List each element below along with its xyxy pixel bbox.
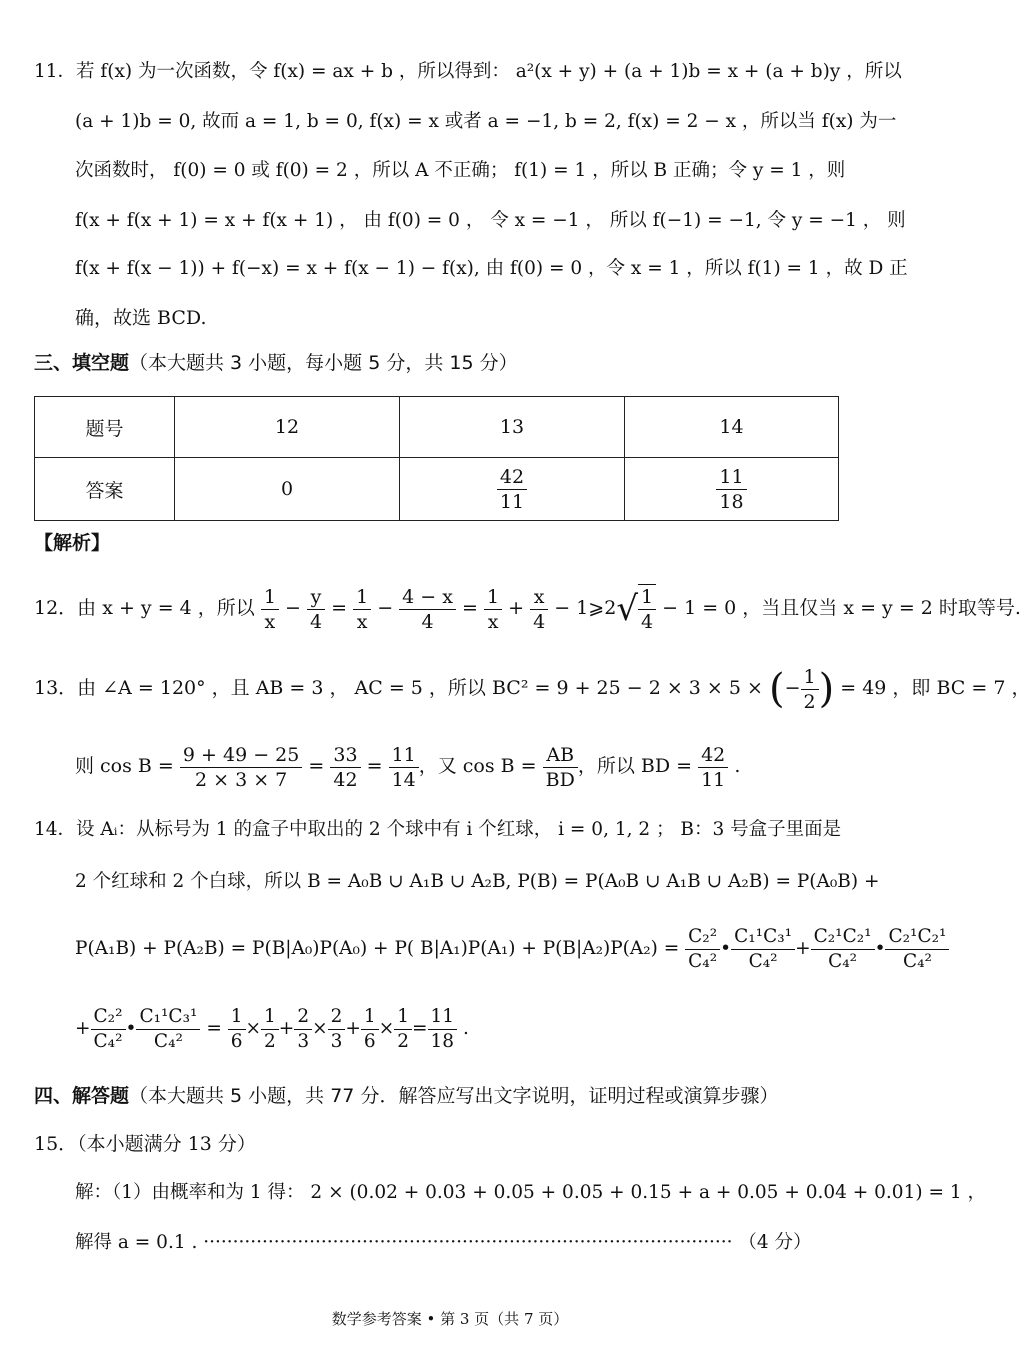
- p11-line-5: f(x + f(x − 1)) + f(−x) = x + f(x − 1) − f(x), 由 f(0) = 0 ，令 x = 1 ，所以 f(1) = 1 ，故 D 正: [75, 258, 908, 279]
- fraction: $\frac{1}{6}$: [361, 1005, 379, 1054]
- p15-line-1: 解：（1）由概率和为 1 得： 2 × (0.02 + 0.03 + 0.05 + 0.05 + 0.15 + a + 0.05 + 0.04 + 0.01) = 1 ，: [75, 1182, 986, 1203]
- fraction: $\frac{42}{11}$: [698, 743, 728, 792]
- p13-line-2: 则 cos B = $\frac{9 + 49 - 25}{2 \times 3 \times 7}$ = $\frac{33}{42}$ = $\frac{11}{14}$ ，又 cos B = $\frac{AB}{BD}$ ，所以 BD = $\frac{42}{11}$ .: [75, 743, 741, 791]
- fraction: $\frac{4 - x}{4}$: [399, 585, 456, 634]
- p11-line-1: 11．若 f(x) 为一次函数，令 f(x) = ax + b ，所以得到： a²(x + y) + (a + 1)b = x + (a + b)y ，所以: [34, 61, 902, 82]
- p13-line-1: 13．由 ∠A = 120° ，且 AB = 3 ， AC = 5 ，所以 BC² = 9 + 25 − 2 × 3 × 5 × (− $\frac{1}{2}$ ) = 49 ，即 BC = 7 ，: [34, 665, 1030, 713]
- p14-line-2: 2 个红球和 2 个白球，所以 B = A₀B ∪ A₁B ∪ A₂B, P(B) = P(A₀B ∪ A₁B ∪ A₂B) = P(A₀B) +: [75, 871, 880, 892]
- fraction: $\frac{\text{C₂¹C₂¹}}{\text{C₄²}}$: [885, 925, 949, 974]
- fraction: $\frac{1}{x}$: [353, 585, 371, 634]
- sqrt-sign: √: [616, 589, 638, 629]
- table-header-cell: 题号: [35, 397, 175, 458]
- answer-14: [625, 458, 839, 521]
- section-4-title: 四、解答题: [34, 1085, 130, 1107]
- table-header-cell: 12: [175, 397, 400, 458]
- fraction: $\frac{2}{3}$: [328, 1005, 346, 1054]
- table-header-cell: 13: [400, 397, 625, 458]
- fraction: $\frac{y}{4}$: [307, 585, 325, 634]
- fraction: $\frac{42}{11}$: [497, 465, 527, 514]
- p11-line-2: (a + 1)b = 0, 故而 a = 1, b = 0, f(x) = x 或者 a = −1, b = 2, f(x) = 2 − x ，所以当 f(x) 为一: [75, 111, 897, 132]
- answer-13: [400, 458, 625, 521]
- fraction: $\frac{1}{6}$: [228, 1005, 246, 1054]
- table-row: [35, 397, 839, 458]
- fraction: $\frac{33}{42}$: [330, 743, 360, 792]
- p15-line-2: 解得 a = 0.1 . ·························································································· （4 分）: [75, 1232, 812, 1253]
- section-4-heading: [34, 1083, 778, 1109]
- section-3-heading: [34, 350, 518, 376]
- p11-line-6: 确，故选 BCD.: [75, 307, 207, 329]
- fraction: $\frac{11}{18}$: [716, 465, 746, 514]
- p11-line-3: 次函数时， f(0) = 0 或 f(0) = 2 ，所以 A 不正确； f(1) = 1 ，所以 B 正确；令 y = 1 ，则: [75, 160, 846, 181]
- fraction: $\frac{9 + 49 - 25}{2 \times 3 \times 7}$: [180, 743, 302, 792]
- p14-line-1: 14．设 Aᵢ：从标号为 1 的盒子中取出的 2 个球中有 i 个红球， i = 0, 1, 2 ； B：3 号盒子里面是: [34, 819, 842, 840]
- table-row-label: 答案: [35, 458, 175, 521]
- fraction: $\frac{1}{2}$: [394, 1005, 412, 1054]
- fraction: $\frac{1}{2}$: [261, 1005, 279, 1054]
- analysis-label: 【解析】: [34, 532, 111, 554]
- fraction: $\frac{\text{C₂²}}{\text{C₄²}}$: [685, 925, 720, 974]
- fraction: $\frac{\text{C₂²}}{\text{C₄²}}$: [91, 1005, 126, 1054]
- fraction: $\frac{\text{C₁¹C₃¹}}{\text{C₄²}}$: [136, 1005, 200, 1054]
- fraction: $\frac{11}{18}$: [428, 1005, 458, 1054]
- p14-line-3: P(A₁B) + P(A₂B) = P(B|A₀)P(A₀) + P( B|A₁)P(A₁) + P(B|A₂)P(A₂) = $\frac{\text{C₂²}}{\text{C₄²}}$ • $\frac{\text{C₁¹C₃¹}}{\text{C₄²}}$ + $\frac{\text{C₂¹C₂¹}}{\text{C₄²}}$ • $\frac{\text{C₂¹C₂¹}}{\text{C₄²}}$: [75, 922, 949, 976]
- fraction: $\frac{\text{C₁¹C₃¹}}{\text{C₄²}}$: [731, 925, 795, 974]
- fraction: $\frac{11}{14}$: [389, 743, 419, 792]
- fraction: $\frac{AB}{BD}$: [543, 743, 578, 792]
- section-3-note: （本大题共 3 小题，每小题 5 分，共 15 分）: [129, 352, 518, 374]
- fraction: $\frac{1}{x}$: [261, 585, 279, 634]
- p15-title: 15．（本小题满分 13 分）: [34, 1133, 256, 1155]
- table-header-cell: 14: [625, 397, 839, 458]
- fraction: $\frac{1}{2}$: [801, 665, 819, 714]
- fraction: $\frac{1}{x}$: [484, 585, 502, 634]
- fraction: $\frac{1}{4}$: [638, 584, 656, 634]
- page-footer: 数学参考答案 • 第 3 页（共 7 页）: [331, 1310, 569, 1328]
- p12-line: 12．由 x + y = 4 ，所以 $\frac{1}{x}$ − $\frac{y}{4}$ = $\frac{1}{x}$ − $\frac{4 - x}{4}$ = $\frac{1}{x}$ + $\frac{x}{4}$ − 1⩾2√ $\frac{1}{4}$ − 1 = 0 ，当且仅当 x = y = 2 时取等号.: [34, 585, 1021, 633]
- fraction: $\frac{\text{C₂¹C₂¹}}{\text{C₄²}}$: [811, 925, 875, 974]
- p11-line-4: f(x + f(x + 1) = x + f(x + 1) ， 由 f(0) = 0 ， 令 x = −1 ， 所以 f(−1) = −1, 令 y = −1 ， 则: [75, 210, 906, 231]
- p14-line-4: + $\frac{\text{C₂²}}{\text{C₄²}}$ • $\frac{\text{C₁¹C₃¹}}{\text{C₄²}}$ = $\frac{1}{6}$ × $\frac{1}{2}$ + $\frac{2}{3}$ × $\frac{2}{3}$ + $\frac{1}{6}$ × $\frac{1}{2}$ = $\frac{11}{18}$ .: [75, 1005, 469, 1052]
- section-3-title: 三、填空题: [34, 352, 130, 374]
- answer-table: [34, 396, 839, 521]
- section-4-note: （本大题共 5 小题，共 77 分．解答应写出文字说明，证明过程或演算步骤）: [129, 1085, 779, 1107]
- table-row: [35, 458, 839, 521]
- fraction: $\frac{x}{4}$: [530, 585, 548, 634]
- answer-12: 0: [175, 458, 400, 521]
- fraction: $\frac{2}{3}$: [294, 1005, 312, 1054]
